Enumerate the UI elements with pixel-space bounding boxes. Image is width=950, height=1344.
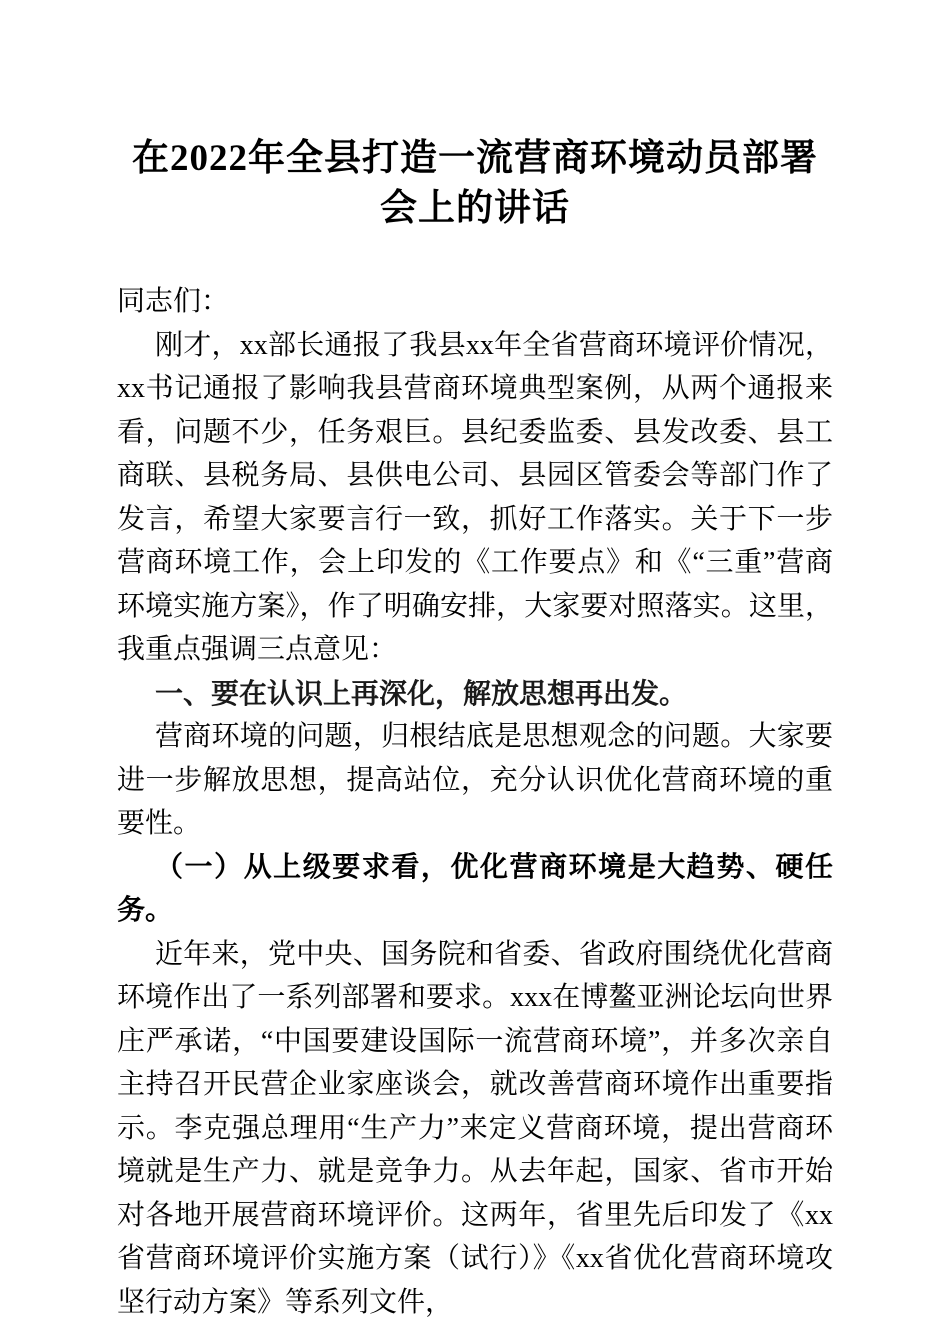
document-body — [117, 280, 833, 1324]
document-title: 在2022年全县打造一流营商环境动员部署会上的讲话 — [132, 138, 818, 229]
section-heading-1: 一、要在认识上再深化，解放思想再出发。 — [155, 676, 688, 710]
salutation: 同志们： — [117, 286, 230, 317]
paragraph-section-1-intro: 营商环境的问题，归根结底是思想观念的问题。大家要进一步解放思想，提高站位，充分认识优化营商环境的重要性。 — [117, 721, 833, 839]
subsection-heading-1-1: （一）从上级要求看，优化营商环境是大趋势、硬任务。 — [117, 851, 833, 926]
paragraph-opening: 刚才，xx部长通报了我县xx年全省营商环境评价情况，xx书记通报了影响我县营商环境典型案例，从两个通报来看，问题不少，任务艰巨。县纪委监委、县发改委、县工商联、县税务局、县供电公司、县园区管委会等部门作了发言，希望大家要言行一致，抓好工作落实。关于下一步营商环境工作，会上印发的《工作要点》和《“三重”营商环境实施方案》，作了明确安排，大家要对照落实。这里，我重点强调三点意见： — [117, 329, 833, 665]
paragraph-subsection-1-1: 近年来，党中央、国务院和省委、省政府围绕优化营商环境作出了一系列部署和要求。xxx在博鳌亚洲论坛向世界庄严承诺，“中国要建设国际一流营商环境”，并多次亲自主持召开民营企业家座谈会，就改善营商环境作出重要指示。李克强总理用“生产力”来定义营商环境，提出营商环境就是生产力、就是竞争力。从去年起，国家、省市开始对各地开展营商环境评价。这两年，省里先后印发了《xx省营商环境评价实施方案（试行）》《xx省优化营商环境攻坚行动方案》等系列文件， — [117, 938, 833, 1318]
